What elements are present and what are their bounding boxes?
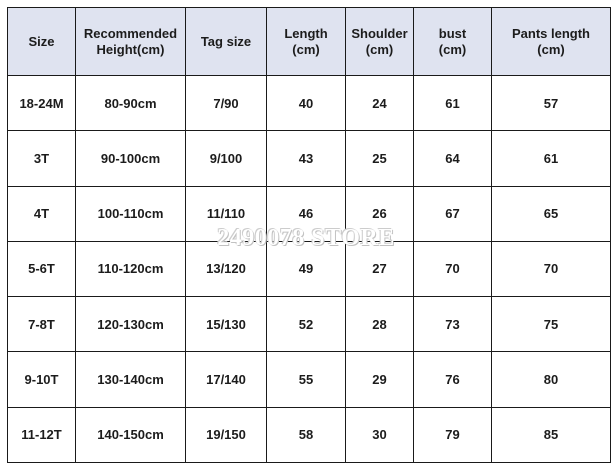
- cell-bust: 61: [414, 76, 492, 131]
- cell-length: 46: [267, 186, 346, 241]
- cell-shoulder: 27: [346, 241, 414, 296]
- cell-tag-size: 11/110: [186, 186, 267, 241]
- table-row: [8, 297, 611, 352]
- table-header: [8, 8, 611, 76]
- cell-tag-size: 17/140: [186, 352, 267, 407]
- header-tag-size: Tag size: [186, 8, 267, 76]
- header-length: Length (cm): [267, 8, 346, 76]
- cell-tag-size: 15/130: [186, 297, 267, 352]
- cell-length: 49: [267, 241, 346, 296]
- table-row: [8, 407, 611, 462]
- header-bust: bust (cm): [414, 8, 492, 76]
- cell-length: 52: [267, 297, 346, 352]
- cell-pants-length: 70: [492, 241, 611, 296]
- cell-shoulder: 28: [346, 297, 414, 352]
- table-row: [8, 76, 611, 131]
- cell-height: 140-150cm: [76, 407, 186, 462]
- cell-height: 120-130cm: [76, 297, 186, 352]
- cell-length: 40: [267, 76, 346, 131]
- table-row: [8, 131, 611, 186]
- table-row: [8, 241, 611, 296]
- cell-size: 9-10T: [8, 352, 76, 407]
- header-pants-length: Pants length (cm): [492, 8, 611, 76]
- cell-length: 43: [267, 131, 346, 186]
- cell-bust: 79: [414, 407, 492, 462]
- cell-tag-size: 7/90: [186, 76, 267, 131]
- cell-tag-size: 9/100: [186, 131, 267, 186]
- cell-height: 80-90cm: [76, 76, 186, 131]
- cell-pants-length: 85: [492, 407, 611, 462]
- cell-bust: 73: [414, 297, 492, 352]
- cell-length: 58: [267, 407, 346, 462]
- cell-size: 4T: [8, 186, 76, 241]
- cell-height: 130-140cm: [76, 352, 186, 407]
- cell-shoulder: 25: [346, 131, 414, 186]
- cell-height: 110-120cm: [76, 241, 186, 296]
- cell-size: 11-12T: [8, 407, 76, 462]
- table-body: [8, 76, 611, 463]
- cell-pants-length: 80: [492, 352, 611, 407]
- cell-height: 100-110cm: [76, 186, 186, 241]
- cell-bust: 64: [414, 131, 492, 186]
- header-recommended-height: Recommended Height(cm): [76, 8, 186, 76]
- cell-pants-length: 75: [492, 297, 611, 352]
- cell-pants-length: 57: [492, 76, 611, 131]
- table-row: [8, 352, 611, 407]
- cell-pants-length: 65: [492, 186, 611, 241]
- cell-tag-size: 19/150: [186, 407, 267, 462]
- cell-tag-size: 13/120: [186, 241, 267, 296]
- header-size: Size: [8, 8, 76, 76]
- store-watermark: 2490078 STORE: [217, 225, 395, 251]
- cell-length: 55: [267, 352, 346, 407]
- cell-bust: 67: [414, 186, 492, 241]
- table-row: [8, 186, 611, 241]
- cell-size: 5-6T: [8, 241, 76, 296]
- header-row: [8, 8, 611, 76]
- cell-bust: 76: [414, 352, 492, 407]
- cell-shoulder: 24: [346, 76, 414, 131]
- cell-shoulder: 29: [346, 352, 414, 407]
- cell-pants-length: 61: [492, 131, 611, 186]
- header-shoulder: Shoulder (cm): [346, 8, 414, 76]
- cell-size: 3T: [8, 131, 76, 186]
- cell-bust: 70: [414, 241, 492, 296]
- cell-size: 18-24M: [8, 76, 76, 131]
- cell-shoulder: 30: [346, 407, 414, 462]
- cell-shoulder: 26: [346, 186, 414, 241]
- size-chart-table: [7, 7, 611, 463]
- cell-size: 7-8T: [8, 297, 76, 352]
- cell-height: 90-100cm: [76, 131, 186, 186]
